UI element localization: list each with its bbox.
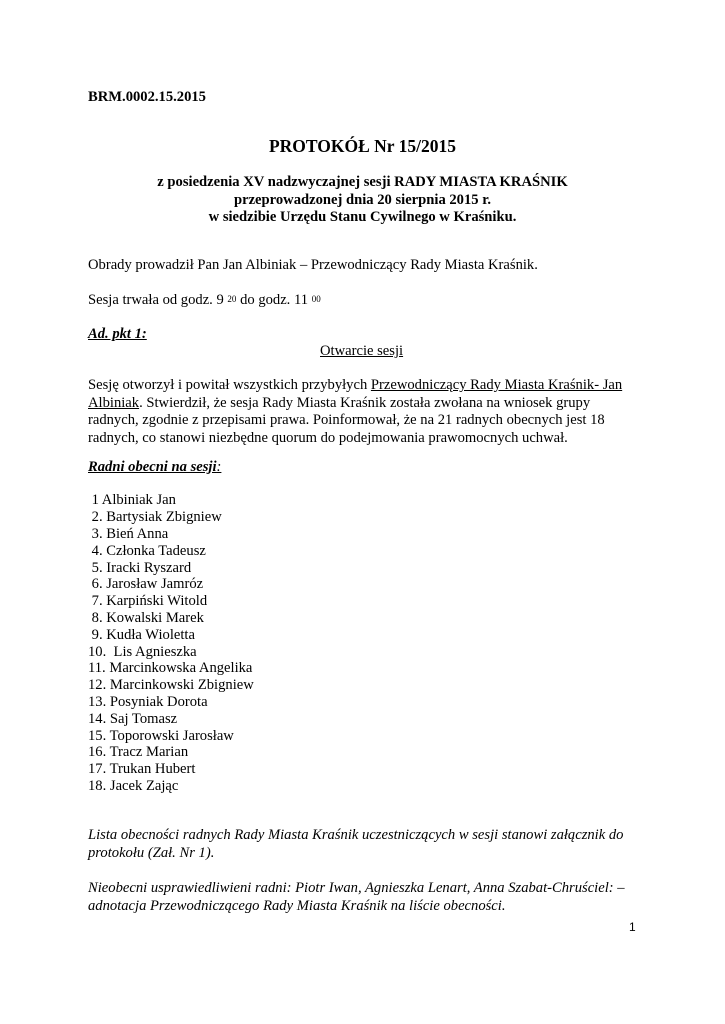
list-item: 7. Karpiński Witold xyxy=(88,593,208,609)
session-start-minutes: 20 xyxy=(227,294,237,304)
page-number: 1 xyxy=(629,920,636,934)
absent-note-line-1: Nieobecni usprawiedliwieni radni: Piotr Iwan, Agnieszka Lenart, Anna Szabat-Chruściel: – xyxy=(88,880,625,896)
list-item: 14. Saj Tomasz xyxy=(88,711,178,727)
absent-note-line-2: adnotacja Przewodniczącego Rady Miasta Kraśnik na liście obecności. xyxy=(88,897,506,914)
document-subtitle xyxy=(0,174,725,227)
list-item: 10. Lis Agnieszka xyxy=(88,644,197,660)
agenda-item-title: Otwarcie sesji xyxy=(320,343,404,359)
attendance-note-line-2: protokołu (Zał. Nr 1). xyxy=(88,844,215,861)
session-time-prefix: Sesja trwała od godz. 9 xyxy=(88,292,228,308)
attendance-note-line-1: Lista obecności radnych Rady Miasta Kraśnik uczestniczących w sesji stanowi załącznik do xyxy=(88,827,624,843)
list-item: 12. Marcinkowski Zbigniew xyxy=(88,677,254,693)
opening-paragraph xyxy=(88,377,648,447)
list-item: 2. Bartysiak Zbigniew xyxy=(88,509,222,525)
chair-statement: Obrady prowadził Pan Jan Albiniak – Przewodniczący Rady Miasta Kraśnik. xyxy=(88,257,538,273)
opening-line-4: radnych, co stanowi niezbędne quorum do podejmowania prawomocnych uchwał. xyxy=(88,429,568,446)
list-item: 13. Posyniak Dorota xyxy=(88,694,208,710)
list-item: 6. Jarosław Jamróz xyxy=(88,576,204,592)
chair-name-link-a: Przewodniczący Rady Miasta Kraśnik- Jan xyxy=(370,377,623,393)
list-item: 17. Trukan Hubert xyxy=(88,761,196,777)
attendance-note xyxy=(88,827,623,862)
reference-number: BRM.0002.15.2015 xyxy=(88,89,206,105)
subtitle-line-2: przeprowadzonej dnia 20 sierpnia 2015 r. xyxy=(233,191,492,208)
present-heading-text: Radni obecni na sesji xyxy=(88,459,217,475)
present-heading-colon: : xyxy=(216,459,222,475)
list-item: 16. Tracz Marian xyxy=(88,744,189,760)
session-time-middle: do godz. 11 xyxy=(236,292,312,308)
session-time xyxy=(88,292,321,309)
list-item: 1 Albiniak Jan xyxy=(88,492,176,508)
session-end-minutes: 00 xyxy=(311,294,321,304)
absent-councillors-note xyxy=(88,880,625,915)
agenda-item-heading: Ad. pkt 1: xyxy=(88,326,147,342)
present-councillors-heading xyxy=(88,459,221,476)
subtitle-line-1: z posiedzenia XV nadzwyczajnej sesji RADY MIASTA KRAŚNIK xyxy=(157,174,568,190)
chair-name-link-b: Albiniak xyxy=(88,394,140,411)
opening-text-a: Sesję otworzył i powitał wszystkich przybyłych xyxy=(88,377,371,393)
list-item: 8. Kowalski Marek xyxy=(88,610,204,626)
opening-line-2 xyxy=(88,395,648,413)
list-item: 15. Toporowski Jarosław xyxy=(88,728,234,744)
opening-line-3: radnych, zgodnie z przepisami prawa. Poinformował, że na 21 radnych obecnych jest 18 xyxy=(88,412,605,428)
list-item: 11. Marcinkowska Angelika xyxy=(88,660,253,676)
opening-line-1 xyxy=(88,377,648,395)
list-item: 3. Bień Anna xyxy=(88,526,169,542)
opening-text-b: . Stwierdził, że sesja Rady Miasta Kraśnik została zwołana na wniosek grupy xyxy=(139,394,591,411)
list-item: 5. Iracki Ryszard xyxy=(88,560,192,576)
subtitle-line-3: w siedzibie Urzędu Stanu Cywilnego w Kraśniku. xyxy=(208,209,517,225)
list-item: 9. Kudła Wioletta xyxy=(88,627,195,643)
list-item: 4. Członka Tadeusz xyxy=(88,543,206,559)
list-item: 18. Jacek Zając xyxy=(88,778,179,794)
document-title: PROTOKÓŁ Nr 15/2015 xyxy=(268,136,456,156)
